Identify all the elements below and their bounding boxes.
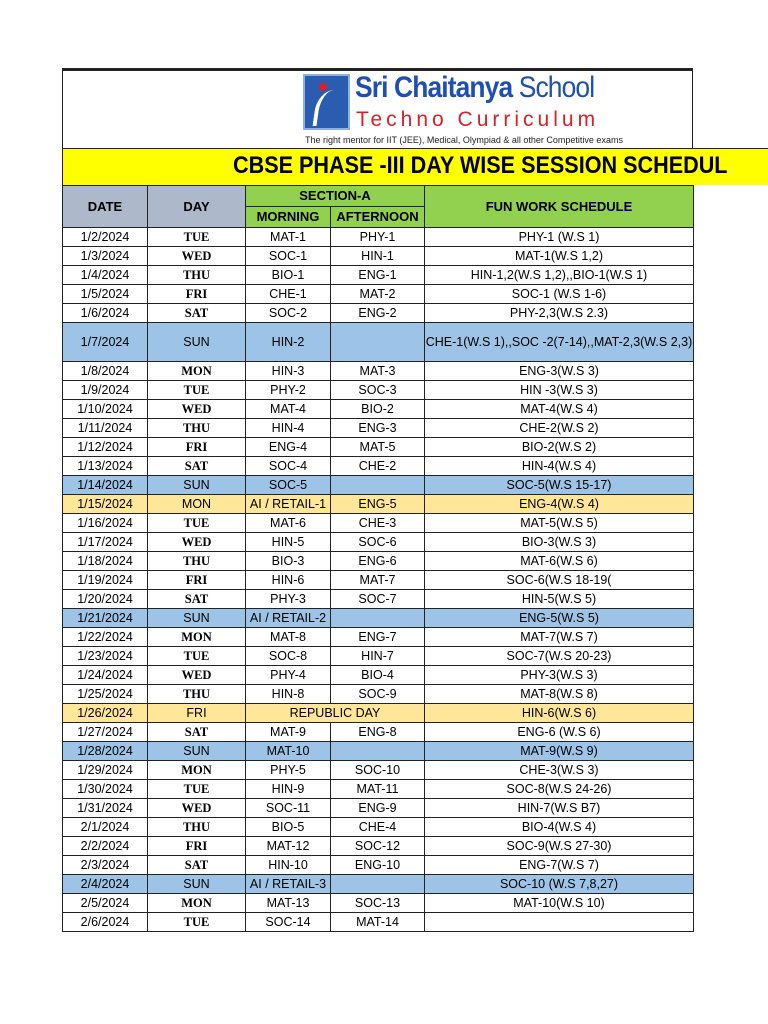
date-cell: 1/29/2024 (63, 761, 148, 780)
afternoon-cell: MAT-11 (331, 780, 425, 799)
table-row (63, 894, 694, 913)
afternoon-cell: CHE-4 (331, 818, 425, 837)
fun-work-cell: ENG-6 (W.S 6) (425, 723, 694, 742)
fun-work-cell: ENG-4(W.S 4) (425, 495, 694, 514)
morning-cell: AI / RETAIL-3 (246, 875, 331, 894)
afternoon-cell: SOC-10 (331, 761, 425, 780)
table-row (63, 381, 694, 400)
morning-cell: SOC-2 (246, 304, 331, 323)
fun-work-cell: MAT-7(W.S 7) (425, 628, 694, 647)
morning-cell: MAT-13 (246, 894, 331, 913)
table-row (63, 514, 694, 533)
fun-work-cell: MAT-1(W.S 1,2) (425, 247, 694, 266)
date-cell: 1/16/2024 (63, 514, 148, 533)
day-cell: SUN (148, 742, 246, 761)
morning-cell: HIN-8 (246, 685, 331, 704)
day-cell: MON (148, 761, 246, 780)
day-cell: WED (148, 247, 246, 266)
day-cell: SUN (148, 875, 246, 894)
date-cell: 1/25/2024 (63, 685, 148, 704)
day-cell: THU (148, 818, 246, 837)
afternoon-cell: SOC-6 (331, 533, 425, 552)
table-row (63, 647, 694, 666)
date-cell: 1/11/2024 (63, 419, 148, 438)
morning-cell: REPUBLIC DAY (246, 704, 425, 723)
date-cell: 1/3/2024 (63, 247, 148, 266)
morning-cell: BIO-5 (246, 818, 331, 837)
date-cell: 1/24/2024 (63, 666, 148, 685)
table-row (63, 400, 694, 419)
morning-cell: MAT-4 (246, 400, 331, 419)
fun-work-cell: BIO-3(W.S 3) (425, 533, 694, 552)
morning-cell: PHY-2 (246, 381, 331, 400)
fun-work-cell: SOC-10 (W.S 7,8,27) (425, 875, 694, 894)
date-cell: 1/22/2024 (63, 628, 148, 647)
day-cell: TUE (148, 381, 246, 400)
fun-work-cell: HIN-1,2(W.S 1,2),,BIO-1(W.S 1) (425, 266, 694, 285)
fun-work-cell: MAT-5(W.S 5) (425, 514, 694, 533)
date-cell: 1/26/2024 (63, 704, 148, 723)
day-cell: TUE (148, 514, 246, 533)
day-cell: MON (148, 495, 246, 514)
afternoon-cell: ENG-5 (331, 495, 425, 514)
afternoon-cell: ENG-10 (331, 856, 425, 875)
date-cell: 1/13/2024 (63, 457, 148, 476)
day-cell: FRI (148, 837, 246, 856)
date-cell: 1/12/2024 (63, 438, 148, 457)
afternoon-cell: HIN-1 (331, 247, 425, 266)
date-cell: 2/2/2024 (63, 837, 148, 856)
logo-tagline: The right mentor for IIT (JEE), Medical, Olympiad & all other Competitive exams (305, 135, 623, 145)
morning-cell: HIN-3 (246, 362, 331, 381)
header-day: DAY (148, 186, 246, 228)
afternoon-cell: MAT-7 (331, 571, 425, 590)
date-cell: 2/4/2024 (63, 875, 148, 894)
date-cell: 1/5/2024 (63, 285, 148, 304)
afternoon-cell: ENG-6 (331, 552, 425, 571)
afternoon-cell: HIN-7 (331, 647, 425, 666)
morning-cell: BIO-1 (246, 266, 331, 285)
morning-cell: MAT-8 (246, 628, 331, 647)
fun-work-cell: ENG-5(W.S 5) (425, 609, 694, 628)
table-row (63, 799, 694, 818)
table-row (63, 723, 694, 742)
afternoon-cell: MAT-3 (331, 362, 425, 381)
fun-work-cell: BIO-2(W.S 2) (425, 438, 694, 457)
morning-cell: SOC-11 (246, 799, 331, 818)
date-cell: 1/19/2024 (63, 571, 148, 590)
day-cell: THU (148, 685, 246, 704)
fun-work-cell: SOC-1 (W.S 1-6) (425, 285, 694, 304)
afternoon-cell: CHE-2 (331, 457, 425, 476)
schedule-title: CBSE PHASE -III DAY WISE SESSION SCHEDUL (62, 148, 768, 185)
table-row (63, 285, 694, 304)
table-row (63, 571, 694, 590)
fun-work-cell: CHE-3(W.S 3) (425, 761, 694, 780)
table-row (63, 247, 694, 266)
schedule-table (62, 185, 694, 932)
afternoon-cell: ENG-9 (331, 799, 425, 818)
table-row (63, 685, 694, 704)
table-row (63, 266, 694, 285)
morning-cell: PHY-4 (246, 666, 331, 685)
morning-cell: MAT-6 (246, 514, 331, 533)
afternoon-cell: ENG-2 (331, 304, 425, 323)
table-row (63, 875, 694, 894)
table-row (63, 818, 694, 837)
day-cell: MON (148, 362, 246, 381)
date-cell: 1/10/2024 (63, 400, 148, 419)
date-cell: 1/27/2024 (63, 723, 148, 742)
table-row (63, 476, 694, 495)
date-cell: 1/9/2024 (63, 381, 148, 400)
logo-name: Sri Chaitanya School (355, 71, 595, 104)
fun-work-cell: MAT-9(W.S 9) (425, 742, 694, 761)
table-row (63, 533, 694, 552)
fun-work-cell: BIO-4(W.S 4) (425, 818, 694, 837)
day-cell: WED (148, 400, 246, 419)
day-cell: MON (148, 894, 246, 913)
day-cell: TUE (148, 780, 246, 799)
morning-cell: PHY-3 (246, 590, 331, 609)
morning-cell: BIO-3 (246, 552, 331, 571)
day-cell: SAT (148, 457, 246, 476)
morning-cell: HIN-9 (246, 780, 331, 799)
header-date: DATE (63, 186, 148, 228)
table-row (63, 856, 694, 875)
table-row (63, 419, 694, 438)
morning-cell: HIN-6 (246, 571, 331, 590)
fun-work-cell: CHE-2(W.S 2) (425, 419, 694, 438)
table-row (63, 438, 694, 457)
table-row (63, 552, 694, 571)
morning-cell: HIN-2 (246, 323, 331, 362)
date-cell: 1/30/2024 (63, 780, 148, 799)
morning-cell: MAT-1 (246, 228, 331, 247)
morning-cell: PHY-5 (246, 761, 331, 780)
day-cell: WED (148, 799, 246, 818)
day-cell: FRI (148, 438, 246, 457)
day-cell: THU (148, 266, 246, 285)
date-cell: 1/20/2024 (63, 590, 148, 609)
afternoon-cell: CHE-3 (331, 514, 425, 533)
morning-cell: CHE-1 (246, 285, 331, 304)
table-row (63, 495, 694, 514)
table-row (63, 761, 694, 780)
date-cell: 1/15/2024 (63, 495, 148, 514)
date-cell: 2/3/2024 (63, 856, 148, 875)
fun-work-cell: HIN-4(W.S 4) (425, 457, 694, 476)
afternoon-cell: MAT-2 (331, 285, 425, 304)
afternoon-cell: BIO-4 (331, 666, 425, 685)
day-cell: SUN (148, 476, 246, 495)
afternoon-cell: ENG-8 (331, 723, 425, 742)
day-cell: SAT (148, 590, 246, 609)
morning-cell: AI / RETAIL-2 (246, 609, 331, 628)
afternoon-cell: ENG-7 (331, 628, 425, 647)
table-row (63, 609, 694, 628)
date-cell: 2/6/2024 (63, 913, 148, 932)
date-cell: 1/4/2024 (63, 266, 148, 285)
afternoon-cell: SOC-13 (331, 894, 425, 913)
day-cell: SUN (148, 609, 246, 628)
date-cell: 1/28/2024 (63, 742, 148, 761)
fun-work-cell: HIN-6(W.S 6) (425, 704, 694, 723)
table-row (63, 590, 694, 609)
table-row (63, 323, 694, 362)
day-cell: SUN (148, 323, 246, 362)
header-afternoon: AFTERNOON (331, 207, 425, 228)
table-row (63, 837, 694, 856)
morning-cell: SOC-1 (246, 247, 331, 266)
afternoon-cell: SOC-3 (331, 381, 425, 400)
header-morning: MORNING (246, 207, 331, 228)
morning-cell: SOC-5 (246, 476, 331, 495)
day-cell: THU (148, 419, 246, 438)
afternoon-cell: MAT-14 (331, 913, 425, 932)
fun-work-cell: ENG-3(W.S 3) (425, 362, 694, 381)
day-cell: FRI (148, 285, 246, 304)
morning-cell: SOC-8 (246, 647, 331, 666)
sheet-header (62, 68, 693, 151)
table-row (63, 742, 694, 761)
logo-subtitle: Techno Curriculum (356, 108, 600, 131)
table-row (63, 913, 694, 932)
morning-cell: HIN-5 (246, 533, 331, 552)
day-cell: SAT (148, 304, 246, 323)
date-cell: 2/1/2024 (63, 818, 148, 837)
date-cell: 1/14/2024 (63, 476, 148, 495)
table-row (63, 228, 694, 247)
afternoon-cell: SOC-9 (331, 685, 425, 704)
date-cell: 2/5/2024 (63, 894, 148, 913)
day-cell: SAT (148, 856, 246, 875)
fun-work-cell: CHE-1(W.S 1),,SOC -2(7-14),,MAT-2,3(W.S 2,3) (425, 323, 694, 362)
morning-cell: MAT-9 (246, 723, 331, 742)
afternoon-cell: PHY-1 (331, 228, 425, 247)
date-cell: 1/17/2024 (63, 533, 148, 552)
afternoon-cell: SOC-12 (331, 837, 425, 856)
fun-work-cell: SOC-8(W.S 24-26) (425, 780, 694, 799)
day-cell: SAT (148, 723, 246, 742)
date-cell: 1/2/2024 (63, 228, 148, 247)
afternoon-cell (331, 875, 425, 894)
table-row (63, 704, 694, 723)
fun-work-cell: SOC-6(W.S 18-19( (425, 571, 694, 590)
day-cell: TUE (148, 647, 246, 666)
afternoon-cell (331, 609, 425, 628)
morning-cell: AI / RETAIL-1 (246, 495, 331, 514)
fun-work-cell: MAT-4(W.S 4) (425, 400, 694, 419)
logo (62, 71, 693, 151)
morning-cell: HIN-4 (246, 419, 331, 438)
header-section-a: SECTION-A (246, 186, 425, 207)
morning-cell: HIN-10 (246, 856, 331, 875)
morning-cell: MAT-10 (246, 742, 331, 761)
day-cell: TUE (148, 228, 246, 247)
fun-work-cell: SOC-7(W.S 20-23) (425, 647, 694, 666)
fun-work-cell: MAT-6(W.S 6) (425, 552, 694, 571)
header-fun-work: FUN WORK SCHEDULE (425, 186, 694, 228)
date-cell: 1/7/2024 (63, 323, 148, 362)
afternoon-cell: MAT-5 (331, 438, 425, 457)
table-row (63, 628, 694, 647)
fun-work-cell: MAT-8(W.S 8) (425, 685, 694, 704)
date-cell: 1/18/2024 (63, 552, 148, 571)
date-cell: 1/23/2024 (63, 647, 148, 666)
afternoon-cell: BIO-2 (331, 400, 425, 419)
day-cell: WED (148, 533, 246, 552)
table-row (63, 304, 694, 323)
day-cell: MON (148, 628, 246, 647)
afternoon-cell (331, 323, 425, 362)
fun-work-cell: ENG-7(W.S 7) (425, 856, 694, 875)
day-cell: FRI (148, 704, 246, 723)
day-cell: WED (148, 666, 246, 685)
morning-cell: ENG-4 (246, 438, 331, 457)
fun-work-cell: HIN-5(W.S 5) (425, 590, 694, 609)
table-row (63, 362, 694, 381)
fun-work-cell: MAT-10(W.S 10) (425, 894, 694, 913)
table-row (63, 666, 694, 685)
afternoon-cell: SOC-7 (331, 590, 425, 609)
date-cell: 1/8/2024 (63, 362, 148, 381)
morning-cell: SOC-14 (246, 913, 331, 932)
date-cell: 1/31/2024 (63, 799, 148, 818)
afternoon-cell: ENG-3 (331, 419, 425, 438)
date-cell: 1/21/2024 (63, 609, 148, 628)
morning-cell: MAT-12 (246, 837, 331, 856)
day-cell: TUE (148, 913, 246, 932)
afternoon-cell (331, 476, 425, 495)
day-cell: FRI (148, 571, 246, 590)
morning-cell: SOC-4 (246, 457, 331, 476)
date-cell: 1/6/2024 (63, 304, 148, 323)
fun-work-cell: PHY-1 (W.S 1) (425, 228, 694, 247)
table-row (63, 780, 694, 799)
afternoon-cell: ENG-1 (331, 266, 425, 285)
fun-work-cell: PHY-2,3(W.S 2.3) (425, 304, 694, 323)
fun-work-cell (425, 913, 694, 932)
table-row (63, 457, 694, 476)
fun-work-cell: PHY-3(W.S 3) (425, 666, 694, 685)
fun-work-cell: SOC-9(W.S 27-30) (425, 837, 694, 856)
fun-work-cell: SOC-5(W.S 15-17) (425, 476, 694, 495)
afternoon-cell (331, 742, 425, 761)
day-cell: THU (148, 552, 246, 571)
logo-emblem-icon (303, 74, 350, 130)
fun-work-cell: HIN -3(W.S 3) (425, 381, 694, 400)
fun-work-cell: HIN-7(W.S B7) (425, 799, 694, 818)
